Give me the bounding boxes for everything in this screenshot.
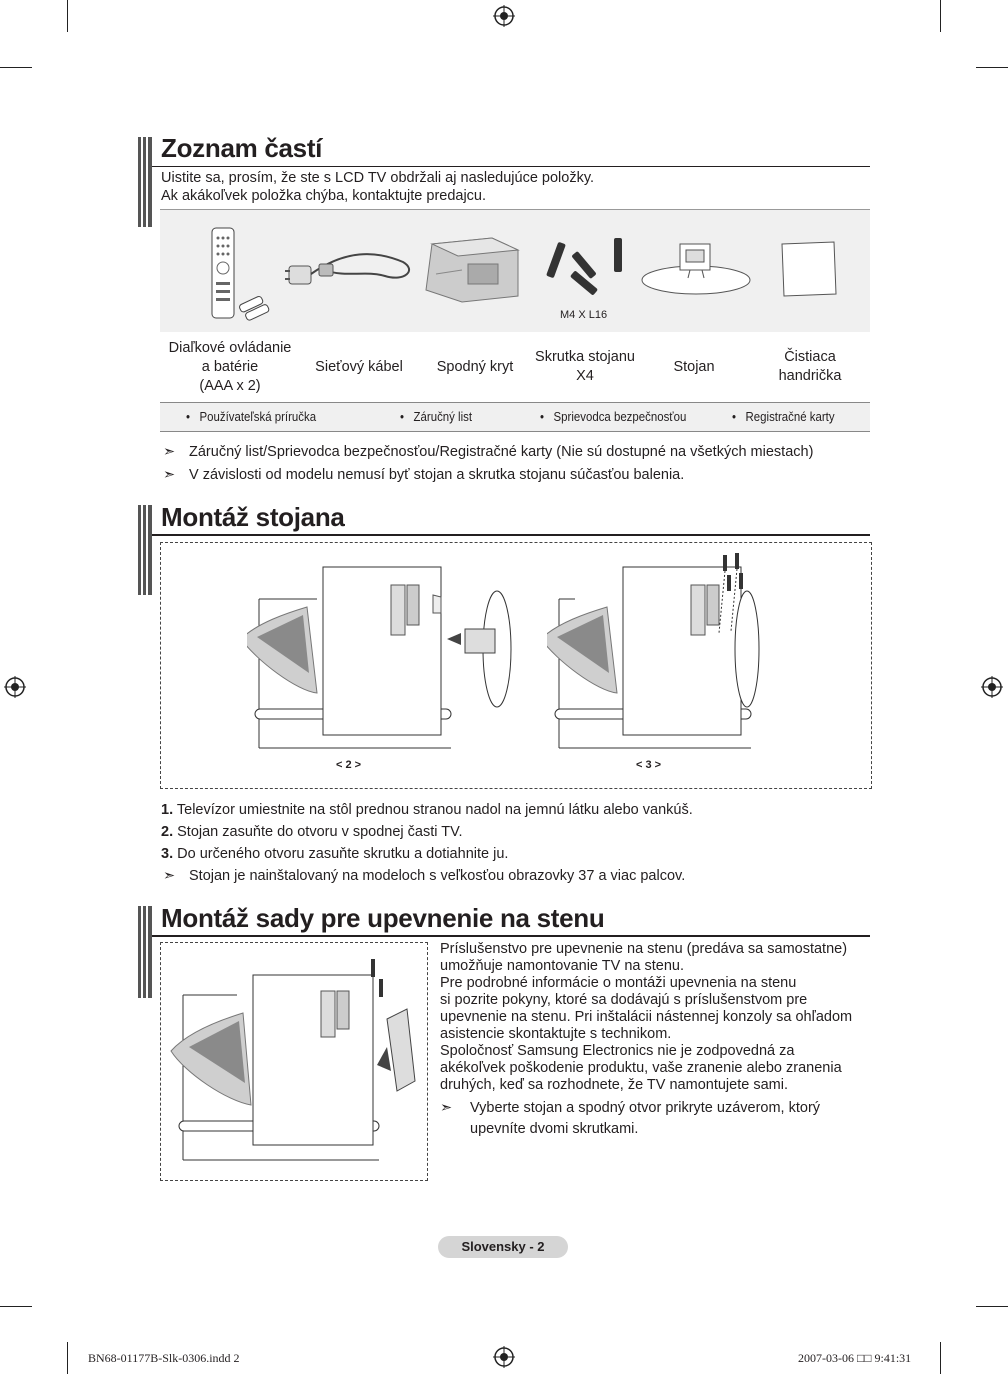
crop-mark: [67, 1342, 68, 1374]
crop-mark: [976, 67, 1008, 68]
part-caption: Skrutka stojanu X4: [535, 349, 635, 384]
section-bar: [138, 137, 152, 227]
section-rule: [152, 935, 870, 937]
registration-mark-icon: [981, 676, 1003, 698]
part-caption: Stojan: [673, 359, 715, 375]
page-number-label: Slovensky - 2: [438, 1236, 568, 1258]
stand-section-title: Montáž stojana: [161, 502, 345, 532]
stand-screw-icon: [540, 232, 640, 300]
section-bar: [138, 906, 152, 998]
stand-illustration-box: [160, 542, 872, 789]
registration-mark-icon: [493, 5, 515, 27]
wall-mount-illustration: [167, 955, 423, 1165]
document-item: • Záručný list: [400, 409, 473, 424]
bottom-cover-icon: [422, 234, 522, 306]
cleaning-cloth-icon: [778, 240, 840, 300]
crop-mark: [940, 1342, 941, 1374]
instruction-step: 3. Do určeného otvoru zasuňte skrutku a dotiahnite ju.: [161, 846, 509, 862]
figure-label: < 2 >: [336, 759, 362, 771]
screw-size-label: M4 X L16: [560, 309, 608, 321]
part-caption: Spodný kryt: [436, 359, 514, 375]
note: ➣ Záručný list/Sprievodca bezpečnosťou/Registračné karty (Nie sú dostupné na všetkých miestach): [163, 444, 814, 460]
figure-label: < 3 >: [636, 759, 662, 771]
part-caption: Sieťový kábel: [315, 359, 403, 375]
parts-image-panel: [160, 210, 870, 332]
crop-mark: [0, 67, 32, 68]
note: ➣ Vyberte stojan a spodný otvor prikryte uzáverom, ktorý upevníte dvomi skrutkami.: [440, 1100, 821, 1137]
section-rule: [152, 534, 870, 536]
stand-icon: [638, 238, 753, 298]
document-item: • Registračné karty: [732, 409, 835, 424]
stand-assembly-step2-illustration: [247, 553, 547, 753]
wall-mount-description: Príslušenstvo pre upevnenie na stenu (predáva sa samostatne) umožňuje namontovanie TV na stenu. Pre podrobné informácie o montáži upevnenia na stenu si pozrite pokyny, ktoré sa dodávajú s príslušenstvom pre upevnenie na stenu. Pri inštalácii nástennej konzoly sa ohľadom asistencie skontaktujte s technikom. Spoločnosť Samsung Electronics nie je zodpovedná za akékoľvek poškodenie produktu, vaše zranenie alebo zranenia druhých, keď sa rozhodnete, že TV namontujete sami.: [440, 941, 853, 1093]
documents-row: [160, 402, 870, 432]
wall-section-title: Montáž sady pre upevnenie na stenu: [161, 903, 605, 933]
parts-intro-line1: Uistite sa, prosím, že ste s LCD TV obdržali aj nasledujúce položky.: [161, 170, 595, 186]
parts-section-title: Zoznam častí: [161, 133, 323, 163]
note: ➣ Stojan je nainštalovaný na modeloch s veľkosťou obrazovky 37 a viac palcov.: [163, 868, 686, 884]
crop-mark: [0, 1306, 32, 1307]
crop-mark: [976, 1306, 1008, 1307]
registration-mark-icon: [4, 676, 26, 698]
parts-intro-line2: Ak akákoľvek položka chýba, kontaktujte predajcu.: [161, 188, 487, 204]
note: ➣ V závislosti od modelu nemusí byť stojan a skrutka stojanu súčasťou balenia.: [163, 467, 685, 483]
instruction-step: 1. Televízor umiestnite na stôl prednou stranou nadol na jemnú látku alebo vankúš.: [161, 802, 693, 818]
print-timestamp: 2007-03-06 □□ 9:41:31: [798, 1351, 912, 1365]
stand-assembly-step3-illustration: [547, 553, 847, 753]
section-rule: [152, 166, 870, 167]
document-item: • Sprievodca bezpečnosťou: [540, 409, 687, 424]
file-name: BN68-01177B-Slk-0306.indd 2: [88, 1351, 240, 1365]
power-cable-icon: [285, 240, 420, 300]
registration-mark-icon: [493, 1346, 515, 1368]
document-item: • Používateľská príručka: [186, 409, 317, 424]
section-bar: [138, 505, 152, 595]
crop-mark: [67, 0, 68, 32]
part-caption: Diaľkové ovládanie a batérie (AAA x 2): [168, 340, 292, 394]
instruction-step: 2. Stojan zasuňte do otvoru v spodnej časti TV.: [161, 824, 463, 840]
remote-control-icon: [204, 226, 274, 322]
part-caption: Čistiaca handrička: [778, 349, 842, 384]
crop-mark: [940, 0, 941, 32]
wall-mount-illustration-box: [160, 942, 428, 1181]
